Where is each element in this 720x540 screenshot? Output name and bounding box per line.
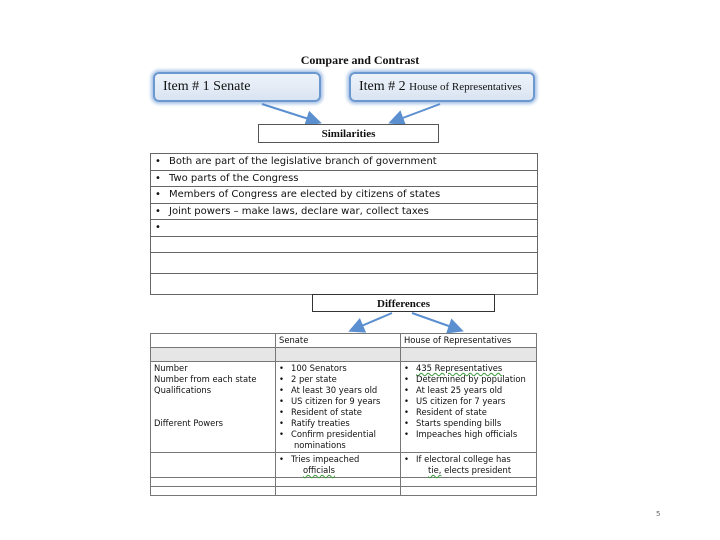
list-item: Both are part of the legislative branch of government xyxy=(169,156,437,168)
table-row xyxy=(151,274,538,295)
table-row: • Members of Congress are elected by citizens of states xyxy=(151,187,538,204)
similarities-label: Similarities xyxy=(258,124,439,143)
cell: nominations xyxy=(294,440,346,450)
table-row: • Two parts of the Congress xyxy=(151,170,538,187)
table-row xyxy=(151,487,537,496)
list-item: Two parts of the Congress xyxy=(169,172,299,184)
cell: At least 25 years old xyxy=(416,385,503,395)
table-row: • xyxy=(151,220,538,237)
cell: 2 per state xyxy=(291,374,337,384)
table-row xyxy=(151,478,537,487)
table-row xyxy=(151,348,537,362)
cell: Resident of state xyxy=(291,407,362,417)
cell: At least 30 years old xyxy=(291,385,378,395)
cell: Tries impeached xyxy=(291,454,360,464)
arrow-differences-house xyxy=(412,313,460,330)
cell: US citizen for 9 years xyxy=(291,396,381,406)
row-label: Qualifications xyxy=(154,385,212,395)
row-label: Different Powers xyxy=(154,418,224,428)
header-senate: Senate xyxy=(276,334,401,348)
row-label: Number from each state xyxy=(154,374,257,384)
arrow-item1-similarities xyxy=(262,104,318,122)
cell: Confirm presidential xyxy=(291,429,376,439)
list-item: Members of Congress are elected by citizens of states xyxy=(169,189,441,201)
row-label: Number xyxy=(154,363,188,373)
item-1-prefix: Item # 1 xyxy=(163,79,210,94)
page-number: 5 xyxy=(656,510,661,518)
page-title: Compare and Contrast xyxy=(300,53,420,67)
cell: Impeaches high officials xyxy=(416,429,518,439)
list-item: Joint powers – make laws, declare war, collect taxes xyxy=(169,205,429,217)
table-row: Number Number from each state Qualifications Different Powers • 100 Senators • 2 per state • At least 30 years old • US citizen for 9 years • Resident of state • Ratify treaties • Confirm presidential nominations • 435 Representatives • Determined by population • At least 25 years old • US citizen for 7 years • Resident of state • Starts spending bills • Impeaches high officials xyxy=(151,362,537,453)
cell: Resident of state xyxy=(416,407,487,417)
cell: elects president xyxy=(444,465,512,475)
cell: 100 Senators xyxy=(291,363,347,373)
cell: Starts spending bills xyxy=(416,418,502,428)
table-row: • Joint powers – make laws, declare war, collect taxes xyxy=(151,203,538,220)
item-2-name: House of Representatives xyxy=(409,81,522,93)
cell: tie, xyxy=(428,465,442,475)
table-row: • Tries impeached officials • If electoral college has tie, elects president xyxy=(151,453,537,478)
table-row xyxy=(151,253,538,274)
item-2-prefix: Item # 2 xyxy=(359,79,406,94)
cell: Determined by population xyxy=(416,374,526,384)
table-row: • Both are part of the legislative branch of government xyxy=(151,154,538,171)
cell: US citizen for 7 years xyxy=(416,396,506,406)
table-row xyxy=(151,236,538,253)
header-house: House of Representatives xyxy=(401,334,537,348)
cell: officials xyxy=(303,465,335,475)
item-1-name: Senate xyxy=(213,79,251,94)
similarities-table xyxy=(150,153,538,295)
differences-label: Differences xyxy=(312,294,495,312)
header-row xyxy=(151,334,537,348)
differences-table xyxy=(150,333,537,496)
cell: If electoral college has xyxy=(416,454,511,464)
cell: 435 Representatives xyxy=(416,363,503,373)
arrow-item2-similarities xyxy=(392,104,440,122)
cell: Ratify treaties xyxy=(291,418,350,428)
header-blank xyxy=(151,334,276,348)
arrow-differences-senate xyxy=(352,313,392,330)
